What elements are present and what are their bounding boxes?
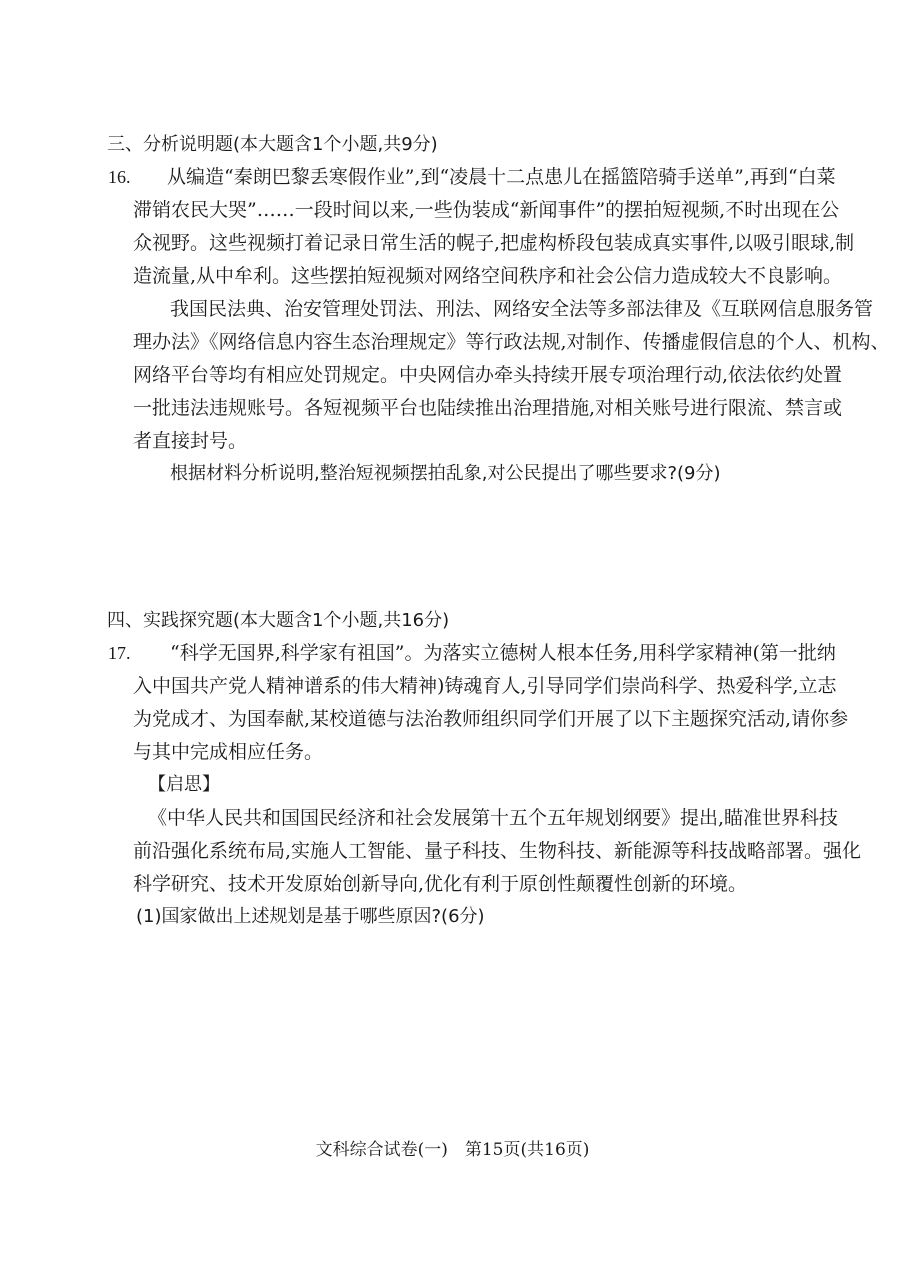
q16-para2-line2: 理办法》《网络信息内容生态治理规定》等行政法规,对制作、传播虚假信息的个人、机构、 — [133, 331, 890, 353]
q16-para1-line3: 众视野。这些视频打着记录日常生活的幌子,把虚构桥段包装成真实事件,以吸引眼球,制 — [133, 232, 855, 254]
q16-para1-line4: 造流量,从中牟利。这些摆拍短视频对网络空间秩序和社会公信力造成较大不良影响。 — [133, 265, 843, 287]
q17-para2-line1: 《中华人民共和国国民经济和社会发展第十五个五年规划纲要》提出,瞄准世界科技 — [148, 807, 839, 829]
q16-para1-line2: 滞销农民大哭”……一段时间以来,一些伪装成“新闻事件”的摆拍短视频,不时出现在公 — [133, 199, 840, 221]
q16-para2-line4: 一批违法违规账号。各短视频平台也陆续推出治理措施,对相关账号进行限流、禁言或 — [133, 397, 843, 419]
page-footer: 文科综合试卷(一) 第15页(共16页) — [315, 1140, 590, 1160]
q16-para1-line1: 从编造“秦朗巴黎丢寒假作业”,到“凌晨十二点患儿在摇篮陪骑手送单”,再到“白菜 — [167, 166, 836, 188]
q16-para2-line1: 我国民法典、治安管理处罚法、刑法、网络安全法等多部法律及《互联网信息服务管 — [170, 298, 874, 320]
question-17-number: 17. — [108, 643, 131, 663]
q17-question-1: (1)国家做出上述规划是基于哪些原因?(6分) — [136, 906, 485, 927]
q16-para2-line3: 网络平台等均有相应处罚规定。中央网信办牵头持续开展专项治理行动,依法依约处置 — [133, 364, 843, 386]
q17-para1-line1: “科学无国界,科学家有祖国”。为落实立德树人根本任务,用科学家精神(第一批纳 — [170, 642, 836, 664]
question-16-number: 16. — [108, 167, 131, 187]
q17-para1-line4: 与其中完成相应任务。 — [133, 741, 324, 763]
q17-para1-line2: 入中国共产党人精神谱系的伟大精神)铸魂育人,引导同学们崇尚科学、热爱科学,立志 — [133, 675, 837, 697]
q17-para2-line2: 前沿强化系统布局,实施人工智能、量子科技、生物科技、新能源等科技战略部署。强化 — [133, 840, 862, 862]
q17-para2-line3: 科学研究、技术开发原始创新导向,优化有利于原创性颠覆性创新的环境。 — [133, 873, 748, 895]
q16-para2-line5: 者直接封号。 — [133, 430, 248, 452]
section4-heading: 四、实践探究题(本大题含1个小题,共16分) — [107, 610, 450, 631]
q17-para1-line3: 为党成才、为国奉献,某校道德与法治教师组织同学们开展了以下主题探究活动,请你参 — [133, 708, 849, 730]
q17-subheading: 【启思】 — [148, 774, 220, 795]
section3-heading: 三、分析说明题(本大题含1个小题,共9分) — [107, 134, 438, 155]
q16-question: 根据材料分析说明,整治短视频摆拍乱象,对公民提出了哪些要求?(9分) — [170, 463, 721, 484]
